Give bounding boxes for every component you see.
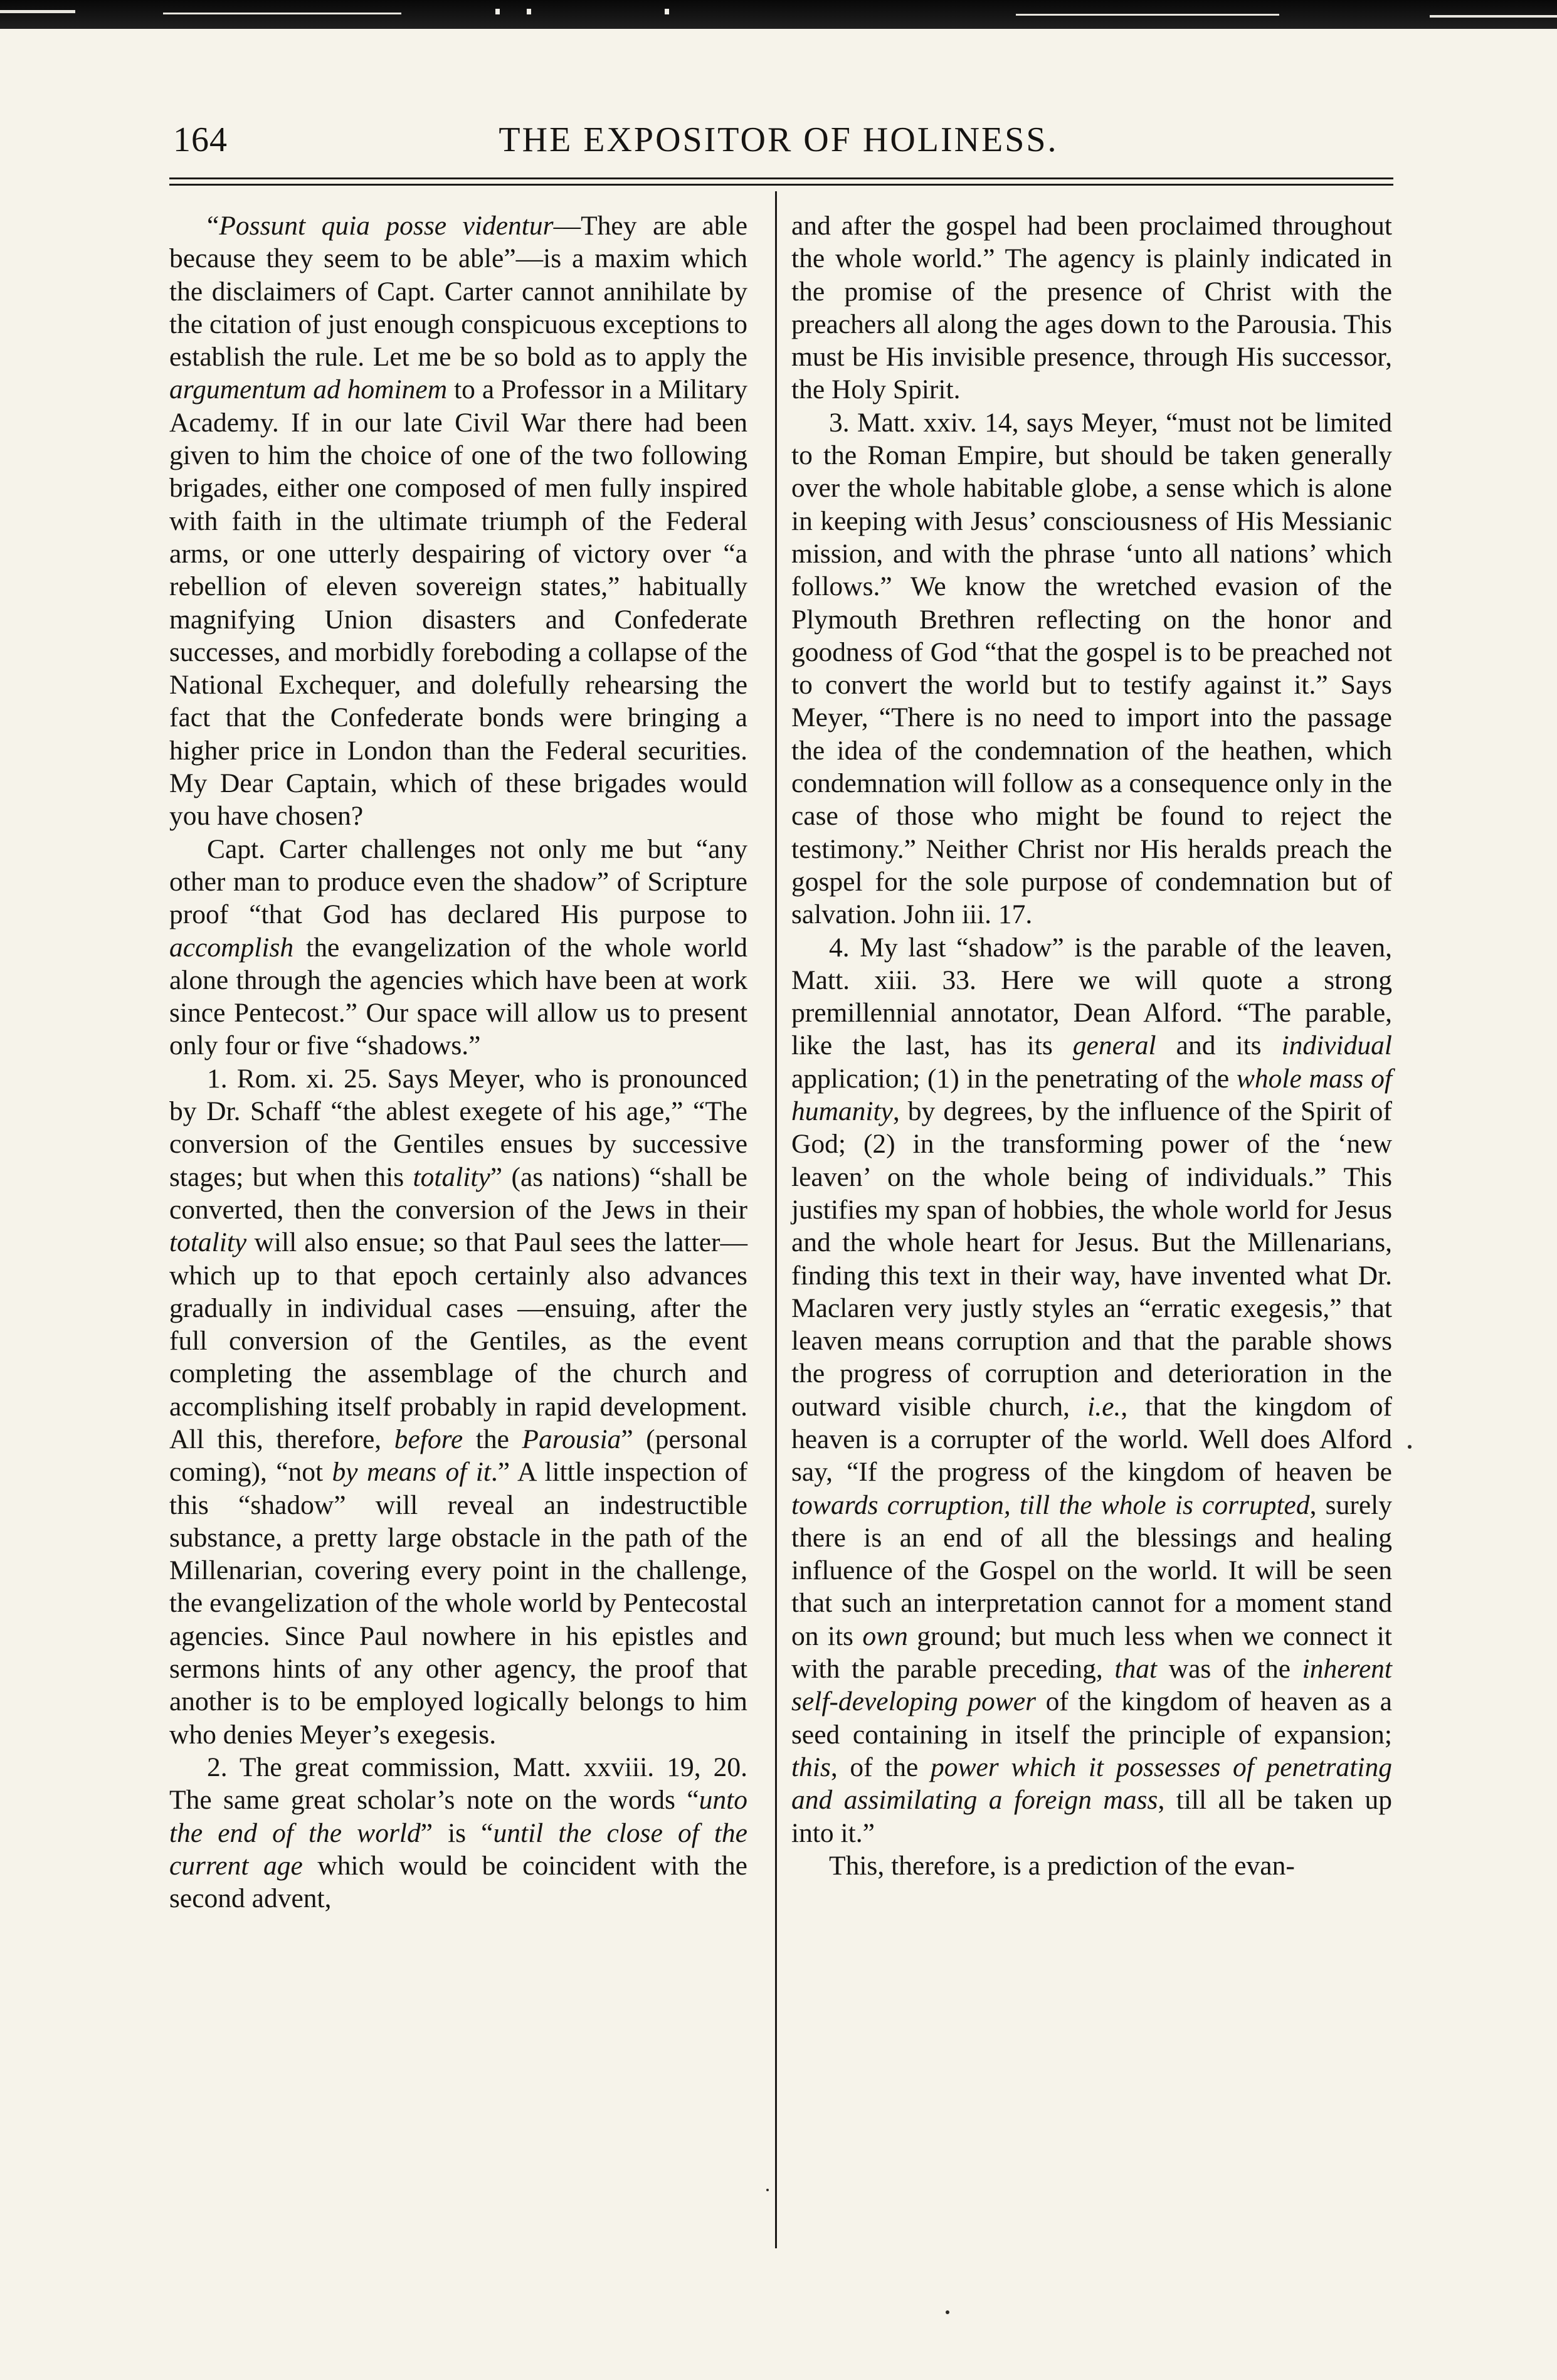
italic-text: unto the end of the world xyxy=(169,1785,747,1848)
text-run: and after the gospel had been proclaimed throughout the whole world.” The agency is plainly indicated in the promise of the presence of Christ with the preachers all along the ages down to the Parousia. This must be His invisible presence, through His successor, the Holy Spirit. xyxy=(791,211,1392,405)
right-column-paragraph xyxy=(791,209,1392,406)
italic-text: power which it possesses of penetrating and assimilating a foreign mass xyxy=(791,1752,1392,1816)
italic-text: towards corruption, till the whole is corrupted xyxy=(791,1489,1310,1520)
scan-top-border xyxy=(0,0,1557,29)
header-rule-bottom xyxy=(169,184,1393,186)
italic-text: by means of it xyxy=(332,1457,491,1488)
italic-text: individual xyxy=(1281,1030,1392,1061)
text-run: ” (as nations) “shall be converted, then the conversion of the Jews in their xyxy=(169,1161,747,1225)
header-rule-top xyxy=(169,177,1393,179)
italic-text: this xyxy=(791,1752,831,1782)
text-run: , till all be taken up into it.” xyxy=(791,1785,1392,1848)
text-run: , of the xyxy=(830,1752,931,1782)
italic-text: before xyxy=(394,1424,463,1454)
text-run: —They are able because they seem to be able”—is a maxim which the disclaimers of Capt. Carter cannot annihilate by the citation of just enough conspicuous exceptions to establish the rule. Let me be so bold as to apply the xyxy=(169,211,747,373)
text-run: was of the xyxy=(1157,1654,1302,1685)
text-run: , surely there is an end of all the blessings and healing influence of the Gospel on the world. It will be seen that such an interpretation cannot for a moment stand on its xyxy=(791,1489,1392,1651)
text-run: the xyxy=(463,1424,522,1454)
print-speck xyxy=(946,2310,949,2314)
text-run: 3. Matt. xxiv. 14, says Meyer, “must not be limited to the Roman Empire, but should be taken generally over the whole habitable globe, a sense which is alone in keeping with Jesus’ consciousness of His Messianic mission, and with the phrase ‘unto all nations’ which follows.” We know the wretched evasion of the Plymouth Brethren reflecting on the honor and goodness of God “that the gospel is to be preached not to convert the world but to testify against it.” Says Meyer, “There is no need to import into the passage the idea of the condemnation of the heathen, which condemnation will follow as a consequence only in the case of those who might be found to reject the testimony.” Neither Christ nor His heralds preach the gospel for the sole purpose of condemnation but of salvation. John iii. 17. xyxy=(791,407,1392,930)
print-speck xyxy=(766,2189,769,2191)
italic-text: that xyxy=(1114,1654,1158,1685)
text-run: ” (personal coming), “not xyxy=(169,1424,747,1488)
text-run: will also ensue; so that Paul sees the latter—which up to that epoch certainly also advances gradually in individual cases —ensuing, after the full conversion of the Gentiles, as the event completing the assemblage of the church and accomplishing itself probably in rapid development. All this, therefore, xyxy=(169,1227,747,1454)
text-run: “ xyxy=(207,211,219,241)
italic-text: whole mass of humanity xyxy=(791,1063,1392,1127)
italic-text: own xyxy=(862,1621,908,1651)
text-run: the evangelization of the whole world alone through the agencies which have been at work since Pentecost.” Our space will allow us to present only four or five “shadows.” xyxy=(169,932,747,1061)
italic-text: i.e. xyxy=(1087,1391,1121,1422)
italic-text: totality xyxy=(413,1161,490,1192)
italic-text: inherent self-developing power xyxy=(791,1654,1392,1717)
text-run: 4. My last “shadow” is the parable of the leaven, Matt. xiii. 33. Here we will quote a strong premillennial annotator, Dean Alford. “The parable, like the last, has its xyxy=(791,932,1392,1061)
text-run: application; (1) in the penetrating of the xyxy=(791,1063,1237,1094)
italic-text: argumentum ad hominem xyxy=(169,374,448,405)
italic-text: until the close of the current age xyxy=(169,1817,747,1881)
text-run: , by degrees, by the influence of the Spirit of God; (2) in the transforming power of the ‘new leaven’ on the whole being of individuals.” This justifies my span of hobbies, the whole world for Jesus and the whole heart for Jesus. But the Millenarians, finding this text in their way, have invented what Dr. Maclaren very justly styles an “erratic exegesis,” that leaven means corruption and that the parable shows the progress of corruption and deterioration in the outward visible church, xyxy=(791,1096,1392,1422)
running-title: THE EXPOSITOR OF HOLINESS. xyxy=(499,120,1058,159)
italic-text: accomplish xyxy=(169,932,294,963)
text-run: Capt. Carter challenges not only me but “any other man to produce even the shadow” of Scripture proof “that God has declared His purpose to xyxy=(169,833,747,930)
text-run: ground; but much less when we connect it with the parable preceding, xyxy=(791,1621,1392,1685)
right-column-paragraph xyxy=(791,931,1392,1849)
text-run: , that the kingdom of heaven is a corrupter of the world. Well does Alford say, “If the progress of the kingdom of heaven be xyxy=(791,1391,1393,1488)
italic-text: general xyxy=(1072,1030,1156,1061)
italic-text: Parousia xyxy=(522,1424,621,1454)
left-column xyxy=(169,209,747,1915)
left-column-paragraph xyxy=(169,1751,747,1915)
italic-text: totality xyxy=(169,1227,247,1258)
italic-text: Possunt quia posse videntur xyxy=(219,211,554,241)
text-run: ” is “ xyxy=(420,1817,493,1848)
left-column-paragraph xyxy=(169,1062,747,1751)
text-run: of the kingdom of heaven as a seed containing in itself the principle of expansion; xyxy=(791,1686,1392,1750)
text-run: .” A little inspection of this “shadow” will reveal an indestructible substance, a pretty large obstacle in the path of the Millenarian, covering every point in the challenge, the evangelization of the whole world by Pentecostal agencies. Since Paul nowhere in his epistles and sermons hints of any other agency, the proof that another is to be employed logically belongs to him who denies Meyer’s exegesis. xyxy=(169,1457,748,1750)
right-column xyxy=(791,209,1392,1882)
right-column-paragraph xyxy=(791,406,1392,931)
text-run: This, therefore, is a prediction of the evan- xyxy=(829,1850,1295,1881)
page-number: 164 xyxy=(173,120,228,159)
text-run: 1. Rom. xi. 25. Says Meyer, who is pronounced by Dr. Schaff “the ablest exegete of his age,” “The conversion of the Gentiles ensues by successive stages; but when this xyxy=(169,1063,747,1192)
print-speck xyxy=(1408,1445,1412,1449)
left-column-paragraph xyxy=(169,833,747,1062)
text-run: 2. The great commission, Matt. xxviii. 19, 20. The same great scholar’s note on the words “ xyxy=(169,1752,747,1816)
text-run: to a Professor in a Military Academy. If in our late Civil War there had been given to him the choice of one of the two following brigades, either one composed of men fully inspired with faith in the ultimate triumph of the Federal arms, or one utterly despairing of victory over “a rebellion of eleven sovereign states,” habitually magnifying Union disasters and Confederate successes, and morbidly foreboding a collapse of the National Exchequer, and dolefully rehearsing the fact that the Confederate bonds were bringing a higher price in London than the Federal securities. My Dear Captain, which of these brigades would you have chosen? xyxy=(169,374,747,832)
text-run: and its xyxy=(1156,1030,1282,1061)
left-column-paragraph xyxy=(169,209,747,833)
right-column-paragraph xyxy=(791,1849,1392,1882)
text-run: which would be coincident with the second advent, xyxy=(169,1850,747,1914)
column-divider xyxy=(775,191,777,2248)
